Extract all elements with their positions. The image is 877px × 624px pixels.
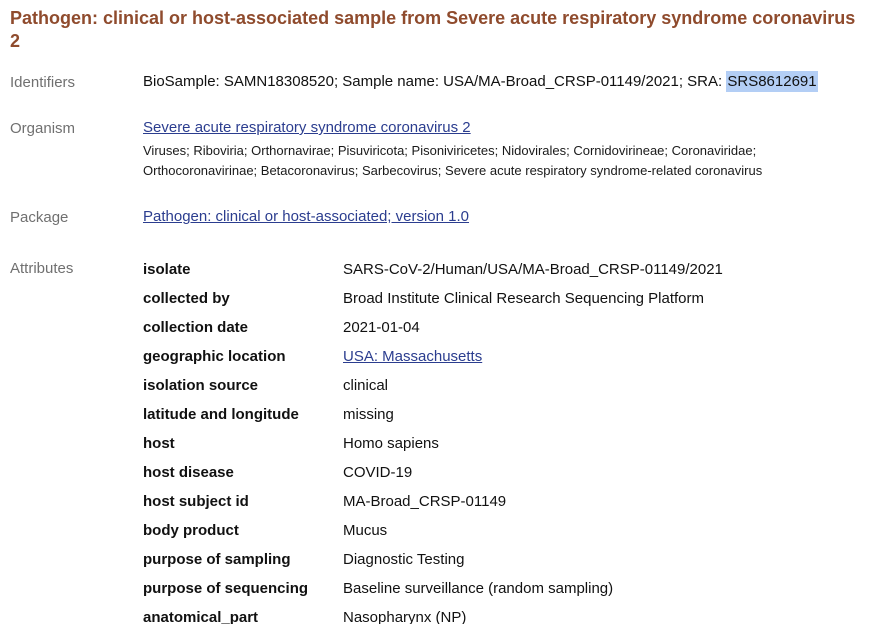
package-link[interactable]: Pathogen: clinical or host-associated; version 1.0 [143, 208, 470, 225]
attribute-key: latitude and longitude [143, 406, 299, 423]
attribute-value: MA-Broad_CRSP-01149 [343, 493, 507, 510]
attribute-key: collected by [143, 290, 230, 307]
attribute-value: COVID-19 [343, 464, 413, 481]
attribute-key: host [143, 435, 175, 452]
attribute-value: Broad Institute Clinical Research Sequencing Platform [343, 290, 705, 307]
attribute-row [143, 458, 723, 487]
attribute-row [143, 313, 723, 342]
organism-link[interactable]: Severe acute respiratory syndrome coronavirus 2 [143, 119, 471, 136]
attribute-value: Mucus [343, 522, 388, 539]
attribute-key: body product [143, 522, 239, 539]
attributes-section [10, 259, 867, 624]
page-title: Pathogen: clinical or host-associated sample from Severe acute respiratory syndrome coronavirus 2 [10, 8, 856, 51]
attribute-value: 2021-01-04 [343, 319, 420, 336]
attribute-key: anatomical_part [143, 609, 259, 624]
attribute-key: collection date [143, 319, 249, 336]
identifiers-label: Identifiers [10, 74, 76, 91]
attribute-value: Nasopharynx (NP) [343, 609, 467, 624]
attribute-key: host subject id [143, 493, 249, 510]
organism-content [143, 119, 867, 181]
organism-section [10, 119, 867, 181]
attribute-value: Homo sapiens [343, 435, 439, 452]
attribute-key: purpose of sequencing [143, 580, 309, 597]
package-section [10, 208, 867, 227]
attribute-key: isolate [143, 261, 191, 278]
attribute-row [143, 342, 723, 371]
attributes-content [143, 259, 867, 624]
attributes-table [143, 255, 723, 624]
attribute-key: purpose of sampling [143, 551, 291, 568]
package-content [143, 208, 867, 226]
attribute-row [143, 371, 723, 400]
attribute-key: isolation source [143, 377, 259, 394]
attribute-value: missing [343, 406, 394, 423]
attribute-row [143, 487, 723, 516]
package-label: Package [10, 209, 69, 226]
identifiers-value [143, 73, 867, 91]
attribute-row [143, 255, 723, 284]
attribute-value: Diagnostic Testing [343, 551, 465, 568]
attributes-label: Attributes [10, 260, 74, 277]
attribute-row [143, 400, 723, 429]
attribute-key: host disease [143, 464, 234, 481]
attribute-value: Baseline surveillance (random sampling) [343, 580, 614, 597]
attribute-row [143, 429, 723, 458]
attribute-key: geographic location [143, 348, 286, 365]
identifiers-text: BioSample: SAMN18308520; Sample name: USA/MA-Broad_CRSP-01149/2021; SRA: [143, 73, 727, 90]
sra-accession-selected: SRS8612691 [727, 73, 817, 90]
attribute-value [343, 342, 723, 371]
attribute-row [143, 574, 723, 603]
attributes-table-body [143, 255, 723, 624]
attribute-row [143, 284, 723, 313]
organism-lineage: Viruses; Riboviria; Orthornavirae; Pisuviricota; Pisoniviricetes; Nidovirales; Cornidovirineae; Coronaviridae; Orthocoronavirinae; Betacoronavirus; Sarbecovirus; Severe acute respiratory syndrome-related coronavirus [143, 143, 763, 178]
organism-label: Organism [10, 120, 76, 137]
attribute-value: clinical [343, 377, 389, 394]
attribute-row [143, 545, 723, 574]
identifiers-section [10, 73, 867, 92]
attribute-value-link[interactable]: USA: Massachusetts [343, 348, 483, 365]
attribute-row [143, 603, 723, 624]
attribute-value: SARS-CoV-2/Human/USA/MA-Broad_CRSP-01149/2021 [343, 261, 723, 278]
attribute-row [143, 516, 723, 545]
